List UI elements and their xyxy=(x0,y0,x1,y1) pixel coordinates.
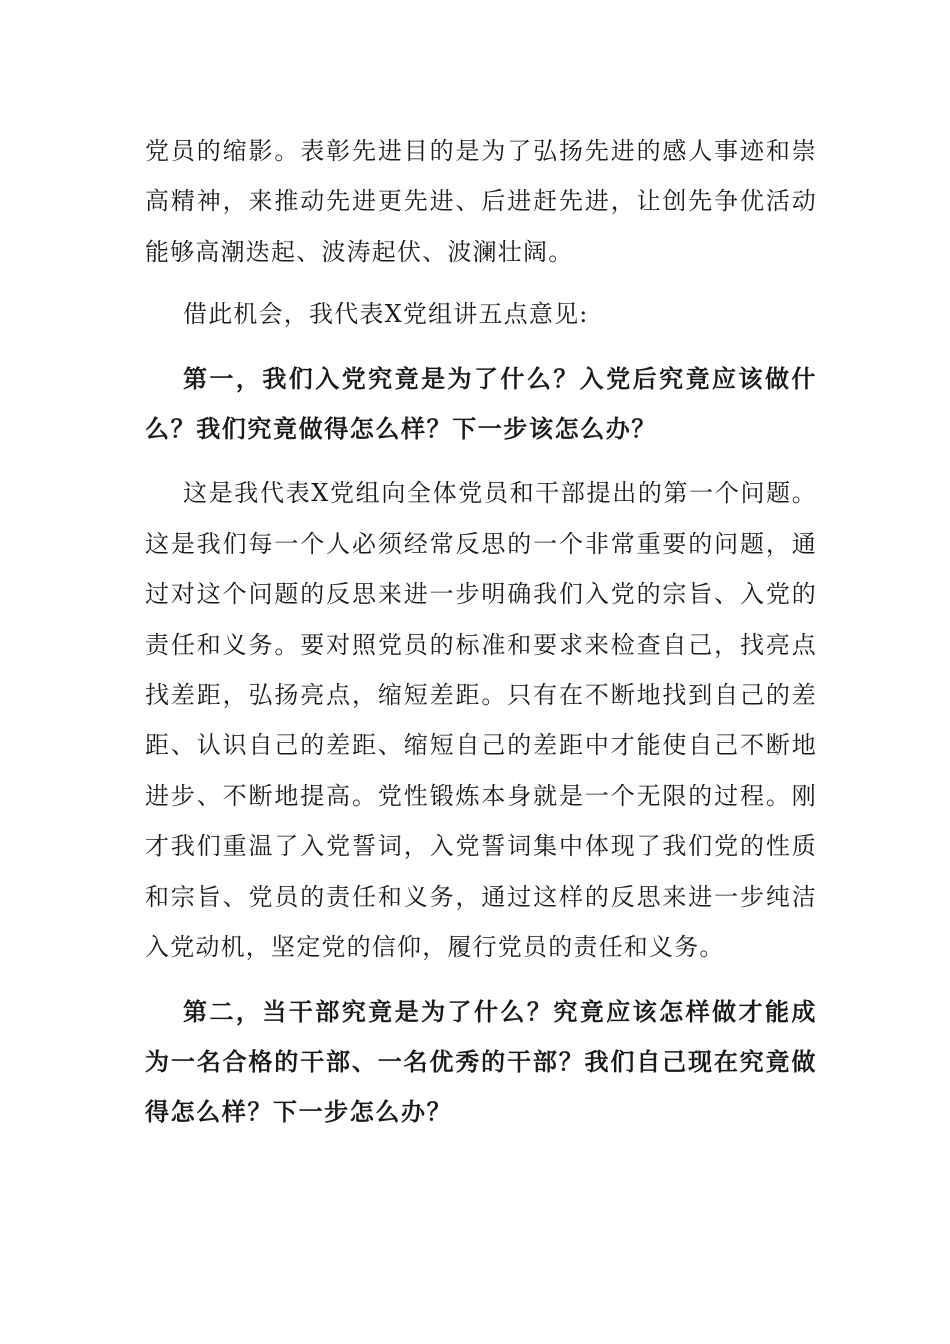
heading-point-one: 第一，我们入党究竟是为了什么？入党后究竟应该做什么？我们究竟做得怎么样？下一步该怎么办？ xyxy=(145,363,817,444)
paragraph-point-one-body: 这是我代表X党组向全体党员和干部提出的第一个问题。这是我们每一个人必须经常反思的一个非常重要的问题，通过对这个问题的反思来进一步明确我们入党的宗旨、入党的责任和义务。要对照党员的标准和要求来检查自己，找亮点找差距，弘扬亮点，缩短差距。只有在不断地找到自己的差距、认识自己的差距、缩短自己的差距中才能使自己不断地进步、不断地提高。党性锻炼本身就是一个无限的过程。刚才我们重温了入党誓词，入党誓词集中体现了我们党的性质和宗旨、党员的责任和义务，通过这样的反思来进一步纯洁入党动机，坚定党的信仰，履行党员的责任和义务。 xyxy=(145,479,817,962)
paragraph-intro: 借此机会，我代表X党组讲五点意见: xyxy=(183,300,589,329)
heading-point-two: 第二，当干部究竟是为了什么？究竟应该怎样做才能成为一名合格的干部、一名优秀的干部？我们自己现在究竟做得怎么样？下一步怎么办？ xyxy=(145,996,817,1127)
paragraph-continuation: 党员的缩影。表彰先进目的是为了弘扬先进的感人事迹和崇高精神，来推动先进更先进、后进赶先进，让创先争优活动能够高潮迭起、波涛起伏、波澜壮阔。 xyxy=(145,137,817,266)
document-body xyxy=(145,126,817,1138)
